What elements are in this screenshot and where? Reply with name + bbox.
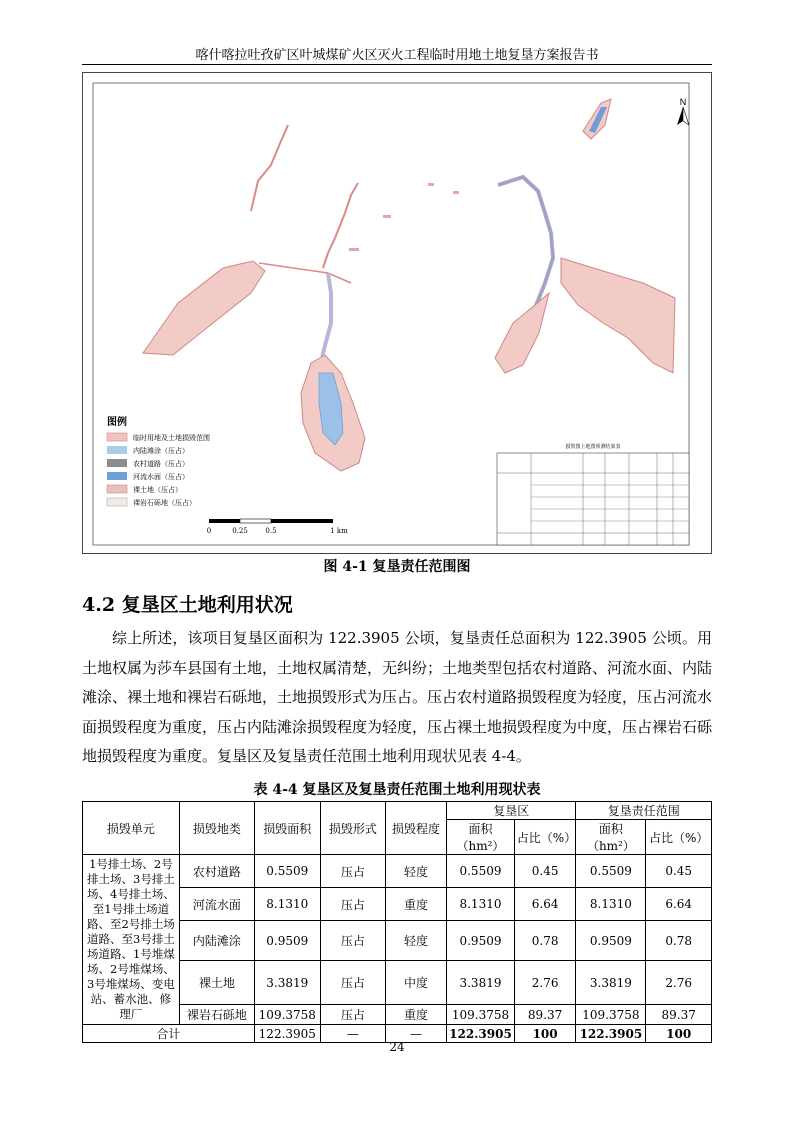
reclamation-map xyxy=(82,72,712,554)
table-caption: 表 4-4 复垦区及复垦责任范围土地利用现状表 xyxy=(253,782,541,798)
table-header-row xyxy=(83,802,712,820)
cell-reclaim-pct: 2.76 xyxy=(514,960,576,1004)
cell-resp-pct: 0.78 xyxy=(646,921,712,961)
cell-degree: 中度 xyxy=(385,960,446,1004)
damaged-area-patch xyxy=(428,183,434,186)
cell-reclaim-area: 0.5509 xyxy=(447,855,515,888)
inset-statistics-table xyxy=(497,443,689,545)
cell-resp-area: 0.9509 xyxy=(576,921,646,961)
total-label: 合计 xyxy=(83,1025,255,1043)
damage-unit-cell: 1号排土场、2号排土场、3号排土场、4号排土场、至1号排土场道路、至2号排土场道路、至3号排土场道路、1号堆煤场、2号堆煤场、3号堆煤场、变电站、蓄水池、修理厂 xyxy=(83,855,180,1025)
cell-form: 压占 xyxy=(320,888,385,921)
cell-area: 8.1310 xyxy=(254,888,320,921)
inset-table-title: 损毁图上地图预测结果表 xyxy=(565,444,621,450)
damaged-area-polygon xyxy=(561,258,675,373)
cell-reclaim-pct: 6.64 xyxy=(514,888,576,921)
access-road-line xyxy=(259,263,351,283)
header-rule xyxy=(82,64,712,65)
damaged-area-patch xyxy=(349,248,359,251)
north-arrow-icon xyxy=(677,97,689,125)
header-form: 损毁形式 xyxy=(320,802,385,855)
cell-type: 农村道路 xyxy=(179,855,254,888)
cell-resp-pct: 0.45 xyxy=(646,855,712,888)
cell-type: 内陆滩涂 xyxy=(179,921,254,961)
cell-form: 压占 xyxy=(320,960,385,1004)
total-degree: — xyxy=(385,1025,446,1043)
total-resp-area: 122.3905 xyxy=(576,1025,646,1043)
page-header: 喀什喀拉吐孜矿区叶城煤矿火区灭火工程临时用地土地复垦方案报告书 xyxy=(195,48,599,63)
access-road-line xyxy=(251,125,288,211)
subheader-area xyxy=(447,820,515,855)
legend-swatch xyxy=(107,433,127,441)
legend-swatch xyxy=(107,485,127,493)
cell-reclaim-area: 0.9509 xyxy=(447,921,515,961)
cell-type: 裸土地 xyxy=(179,960,254,1004)
river-line xyxy=(321,273,331,368)
scale-tick: 0.25 xyxy=(232,527,248,535)
header-unit: 损毁单元 xyxy=(83,802,180,855)
cell-area: 0.9509 xyxy=(254,921,320,961)
section-title: 复垦区土地利用状况 xyxy=(121,594,293,616)
damaged-area-polygon xyxy=(495,293,549,373)
cell-degree: 重度 xyxy=(385,1005,446,1025)
legend-item-label: 裸土地（压占） xyxy=(133,486,182,494)
subheader-area-label: 面积 xyxy=(468,822,493,836)
cell-resp-area: 8.1310 xyxy=(576,888,646,921)
cell-area: 109.3758 xyxy=(254,1005,320,1025)
legend-swatch xyxy=(107,459,127,467)
cell-resp-area: 3.3819 xyxy=(576,960,646,1004)
cell-reclaim-pct: 89.37 xyxy=(514,1005,576,1025)
cell-resp-pct: 2.76 xyxy=(646,960,712,1004)
header-area: 损毁面积 xyxy=(254,802,320,855)
cell-type: 河流水面 xyxy=(179,888,254,921)
total-area: 122.3905 xyxy=(254,1025,320,1043)
cell-resp-area: 109.3758 xyxy=(576,1005,646,1025)
subheader-pct: 占比（%） xyxy=(646,820,712,855)
figure-caption: 图 4-1 复垦责任范围图 xyxy=(323,559,471,575)
subheader-pct: 占比（%） xyxy=(514,820,576,855)
access-road-line xyxy=(323,183,358,268)
subheader-area-unit: （hm²） xyxy=(586,839,635,853)
header-reclaim-area: 复垦区 xyxy=(447,802,576,820)
land-use-table xyxy=(82,801,712,1043)
body-paragraph xyxy=(82,624,712,772)
damaged-area-patch xyxy=(453,191,459,194)
section-number: 4.2 xyxy=(82,594,116,616)
map-canvas xyxy=(83,73,711,553)
header-type: 损毁地类 xyxy=(179,802,254,855)
legend-item-label: 河流水面（压占） xyxy=(133,473,189,481)
damaged-area-patch xyxy=(383,215,391,218)
legend-item-label: 临时用地及土地损毁范围 xyxy=(133,434,210,442)
cell-reclaim-pct: 0.45 xyxy=(514,855,576,888)
legend-title: 图例 xyxy=(107,417,127,428)
cell-degree: 重度 xyxy=(385,888,446,921)
header-resp-area: 复垦责任范围 xyxy=(576,802,712,820)
paragraph-text: 综上所述，该项目复垦区面积为 122.3905 公顷，复垦责任总面积为 122.3905 公顷。用土地权属为莎车县国有土地，土地权属清楚，无纠纷；土地类型包括农村道路、河流水面、内陆滩涂、裸土地和裸岩石砾地，土地损毁形式为压占。压占农村道路损毁程度为轻度，压占河流水面损毁程度为重度，压占内陆滩涂损毁程度为轻度，压占裸土地损毁程度为中度，压占裸岩石砾地损毁程度为重度。复垦区及复垦责任范围土地利用现状见表 4-4。 xyxy=(82,629,713,765)
page-number: 24 xyxy=(389,1040,405,1054)
scale-tick: 0.5 xyxy=(265,527,277,535)
legend-item-label: 裸岩石砾地（压占） xyxy=(133,499,196,507)
subheader-area xyxy=(576,820,646,855)
cell-area: 0.5509 xyxy=(254,855,320,888)
subheader-area-unit: （hm²） xyxy=(456,839,505,853)
north-label: N xyxy=(679,97,687,107)
legend-swatch xyxy=(107,446,127,454)
legend-item-label: 农村道路（压占） xyxy=(133,460,189,468)
cell-form: 压占 xyxy=(320,1005,385,1025)
section-heading xyxy=(82,590,293,617)
cell-degree: 轻度 xyxy=(385,855,446,888)
scale-tick: 1 km xyxy=(330,527,348,535)
cell-reclaim-pct: 0.78 xyxy=(514,921,576,961)
table-row xyxy=(83,855,712,888)
cell-resp-pct: 6.64 xyxy=(646,888,712,921)
cell-resp-area: 0.5509 xyxy=(576,855,646,888)
subheader-area-label: 面积 xyxy=(598,822,623,836)
cell-form: 压占 xyxy=(320,921,385,961)
scale-bar xyxy=(207,519,348,535)
cell-degree: 轻度 xyxy=(385,921,446,961)
legend-swatch xyxy=(107,472,127,480)
legend-item-label: 内陆滩涂（压占） xyxy=(133,447,189,455)
map-legend xyxy=(107,415,210,507)
legend-swatch xyxy=(107,498,127,506)
damaged-area-polygon xyxy=(143,261,265,355)
total-reclaim-area: 122.3905 xyxy=(447,1025,515,1043)
cell-reclaim-area: 8.1310 xyxy=(447,888,515,921)
cell-reclaim-area: 3.3819 xyxy=(447,960,515,1004)
scale-tick: 0 xyxy=(206,527,212,535)
total-resp-pct: 100 xyxy=(646,1025,712,1043)
total-form: — xyxy=(320,1025,385,1043)
cell-resp-pct: 89.37 xyxy=(646,1005,712,1025)
cell-type: 裸岩石砾地 xyxy=(179,1005,254,1025)
cell-form: 压占 xyxy=(320,855,385,888)
header-degree: 损毁程度 xyxy=(385,802,446,855)
cell-area: 3.3819 xyxy=(254,960,320,1004)
total-reclaim-pct: 100 xyxy=(514,1025,576,1043)
cell-reclaim-area: 109.3758 xyxy=(447,1005,515,1025)
